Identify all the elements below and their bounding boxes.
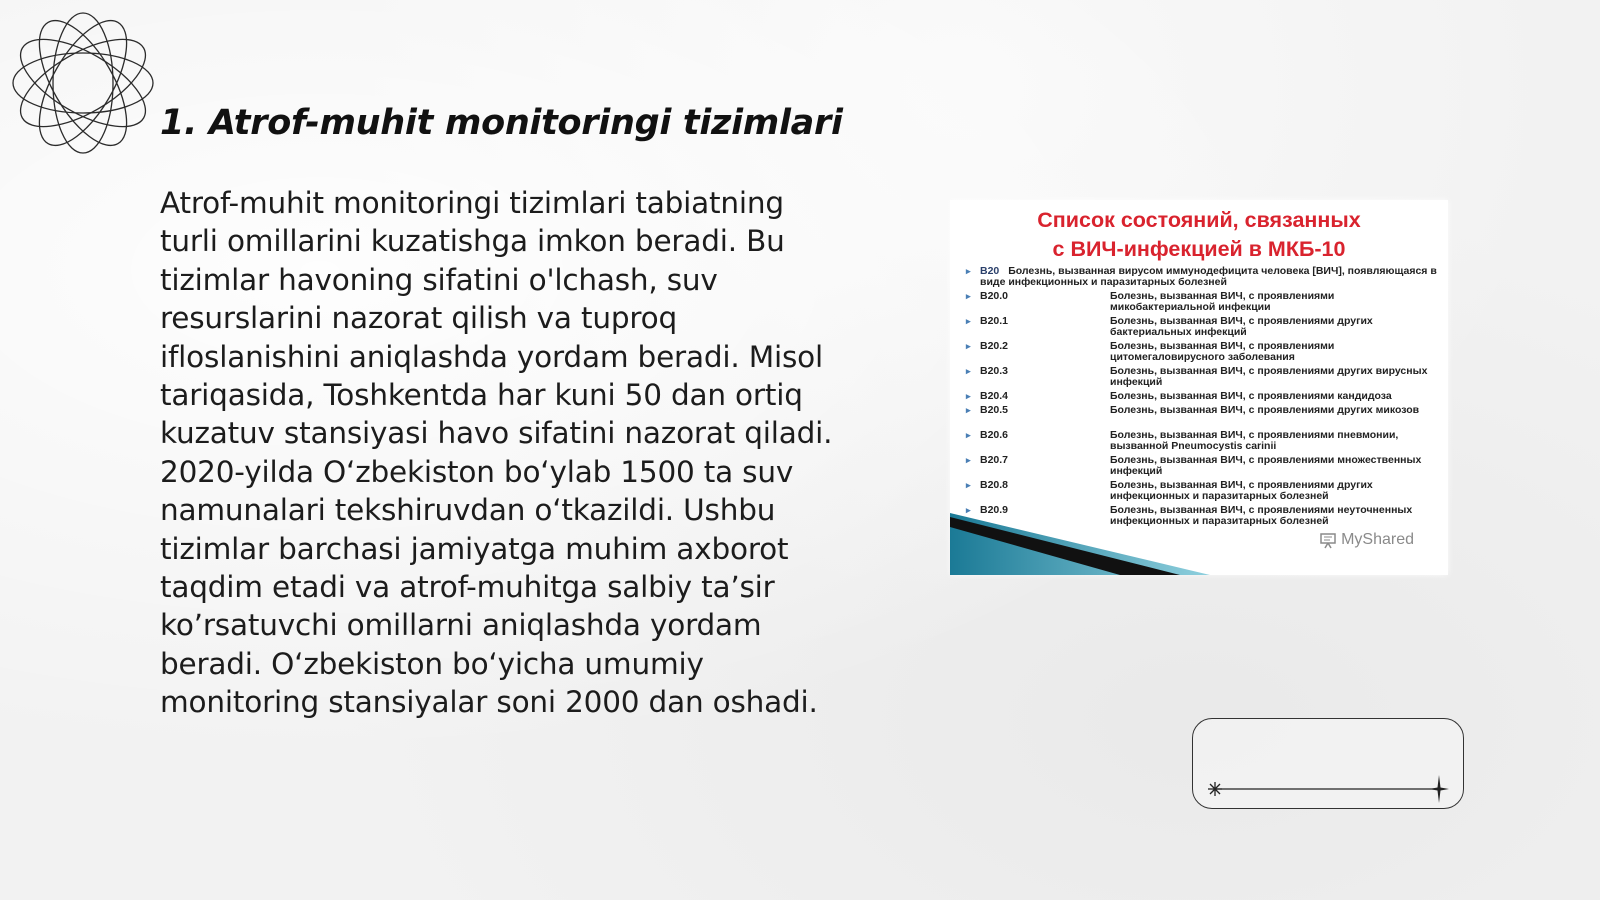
icd10-description: Болезнь, вызванная ВИЧ, с проявлениями пневмонии, вызванной Pneumocystis carinii: [1110, 429, 1399, 452]
icd10-code: B20.0: [980, 290, 1009, 302]
icd10-header-code: B20: [980, 265, 1000, 277]
icd10-code: B20.6: [980, 429, 1009, 441]
bullet-icon: ▸: [966, 341, 971, 351]
icd10-code: B20.9: [980, 504, 1009, 516]
icd10-description: Болезнь, вызванная ВИЧ, с проявлениями цитомегаловирусного заболевания: [1110, 340, 1335, 363]
icd10-code: B20.1: [980, 315, 1009, 327]
bullet-icon: ▸: [966, 316, 971, 326]
icd10-description: Болезнь, вызванная ВИЧ, с проявлениями других инфекционных и паразитарных болезней: [1110, 479, 1373, 502]
icd10-header-text: Болезнь, вызванная вирусом иммунодефицита человека [ВИЧ], появляющаяся в виде инфекционных и паразитарных болезней: [980, 265, 1437, 288]
decorative-slider-box: [1192, 718, 1464, 809]
icd10-code: B20.5: [980, 404, 1009, 416]
icd10-header-row: [966, 265, 1440, 288]
presentation-icon: [1319, 531, 1337, 549]
bullet-icon: ▸: [966, 291, 971, 301]
slider-graphic: [1193, 719, 1465, 810]
bullet-icon: ▸: [966, 366, 971, 376]
icd10-code: B20.3: [980, 365, 1009, 377]
sparkle-icon: [1208, 782, 1222, 796]
star-cross-icon: [1429, 775, 1449, 803]
bullet-icon: ▸: [966, 480, 971, 490]
icd10-description: Болезнь, вызванная ВИЧ, с проявлениями множественных инфекций: [1110, 454, 1422, 477]
embedded-title-line-2: с ВИЧ-инфекцией в МКБ-10: [1052, 237, 1346, 261]
bullet-icon: ▸: [966, 505, 971, 515]
bullet-icon: ▸: [966, 266, 971, 276]
icd10-description: Болезнь, вызванная ВИЧ, с проявлениями других микозов: [1110, 404, 1420, 416]
slide-body-text: Atrof-muhit monitoringi tizimlari tabiatning turli omillarini kuzatishga imkon beradi. Bu tizimlar havoning sifatini o'lchash, suv resurslarini nazorat qilish va tuproq ifloslanishini aniqlashda yordam beradi. Misol tariqasida, Toshkentda har kuni 50 dan ortiq kuzatuv stansiyasi havo sifatini nazorat qiladi. 2020-yilda O‘zbekiston bo‘ylab 1500 ta suv namunalari tekshiruvdan o‘tkazildi. Ushbu tizimlar barchasi jamiyatga muhim axborot taqdim etadi va atrof-muhitga salbiy ta’sir ko’rsatuvchi omillarni aniqlashda yordam beradi. O‘zbekiston bo‘yicha umumiy monitoring stansiyalar soni 2000 dan oshadi.: [160, 186, 833, 720]
icd10-code: B20.2: [980, 340, 1009, 352]
icd10-description: Болезнь, вызванная ВИЧ, с проявлениями кандидоза: [1110, 390, 1392, 402]
icd10-code: B20.4: [980, 390, 1009, 402]
icd10-code: B20.7: [980, 454, 1009, 466]
watermark-text: MyShared: [1341, 531, 1414, 548]
embedded-icd10-image: [950, 200, 1448, 575]
myshared-watermark: [1319, 531, 1414, 549]
icd10-code: B20.8: [980, 479, 1009, 491]
bullet-icon: ▸: [966, 405, 971, 415]
bullet-icon: ▸: [966, 391, 971, 401]
embedded-title-line-1: Список состояний, связанных: [1037, 208, 1361, 232]
icd10-description: Болезнь, вызванная ВИЧ, с проявлениями микобактериальной инфекции: [1110, 290, 1335, 313]
slide-title: 1. Atrof-muhit monitoringi tizimlari: [160, 103, 843, 143]
bullet-icon: ▸: [966, 430, 971, 440]
icd10-description: Болезнь, вызванная ВИЧ, с проявлениями неуточненных инфекционных и паразитарных болезней: [1110, 504, 1413, 527]
bullet-icon: ▸: [966, 455, 971, 465]
icd10-description: Болезнь, вызванная ВИЧ, с проявлениями других вирусных инфекций: [1110, 365, 1428, 388]
decorative-wedge: [950, 513, 1210, 575]
embedded-image-title: [950, 206, 1448, 264]
icd10-description: Болезнь, вызванная ВИЧ, с проявлениями других бактериальных инфекций: [1110, 315, 1373, 338]
circular-knot-logo: [8, 8, 158, 158]
